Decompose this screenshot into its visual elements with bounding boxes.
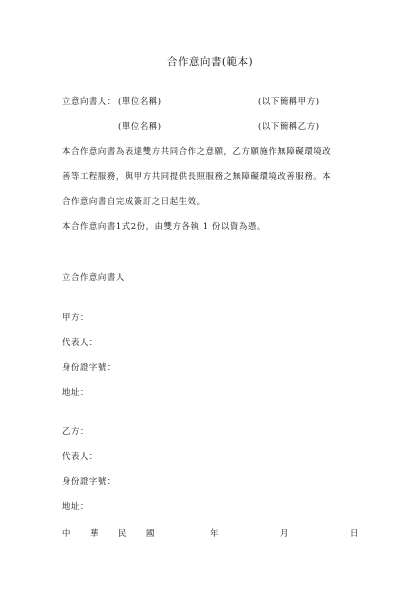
body-line-2: 善等工程服務，與甲方共同提供長照服務之無障礙環境改善服務。本: [62, 171, 332, 181]
party-b-alias: (以下簡稱乙方): [258, 121, 320, 131]
date-char-zhong: 中: [62, 528, 71, 538]
party-intro-label: 立意向書人：: [62, 96, 116, 106]
signatories-heading: 立合作意向書人: [62, 272, 125, 282]
party-b-address: 地址：: [62, 501, 89, 511]
date-char-hua: 華: [90, 528, 99, 538]
party-a-address: 地址：: [62, 387, 89, 397]
body-line-1: 本合作意向書為表達雙方共同合作之意願，乙方願施作無障礙環境改: [62, 146, 332, 156]
party-b-representative: 代表人：: [62, 451, 98, 461]
date-day-label: 日: [350, 528, 359, 538]
body-line-4: 本合作意向書1式2份，由雙方各執 1 份以資為憑。: [62, 221, 266, 231]
date-year-label: 年: [210, 528, 219, 538]
date-char-min: 民: [118, 528, 127, 538]
party-b-id-number: 身份證字號：: [62, 476, 116, 486]
party-b-unit-name: (單位名稱): [118, 121, 162, 131]
date-char-guo: 國: [146, 528, 155, 538]
party-a-representative: 代表人：: [62, 337, 98, 347]
party-a-label: 甲方：: [62, 312, 89, 322]
document-title: 合作意向書(範本): [166, 56, 254, 68]
date-line: [62, 529, 360, 539]
date-month-label: 月: [280, 528, 289, 538]
party-b-label: 乙方：: [62, 426, 89, 436]
body-line-3: 合作意向書自完成簽訂之日起生效。: [62, 196, 206, 206]
party-a-alias: (以下簡稱甲方): [258, 96, 320, 106]
party-a-id-number: 身份證字號：: [62, 362, 116, 372]
party-a-unit-name: (單位名稱): [118, 96, 162, 106]
